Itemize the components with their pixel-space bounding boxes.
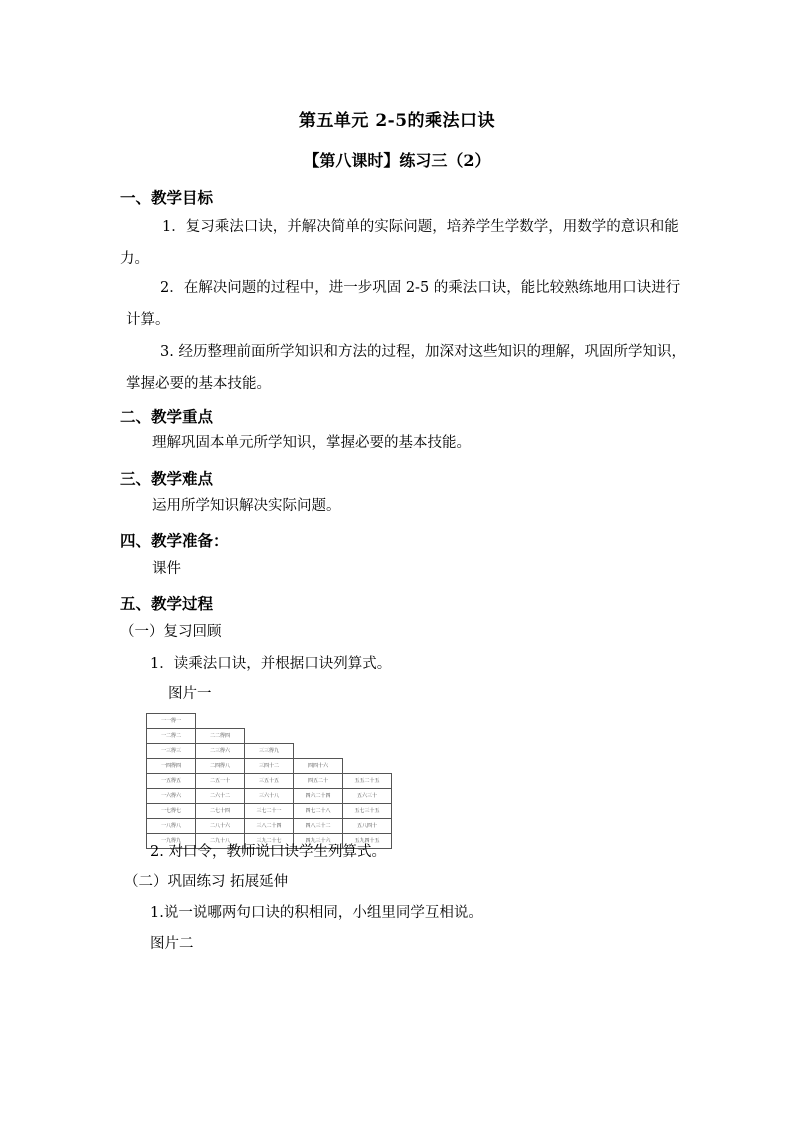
goal-3: 3. 经历整理前面所学知识和方法的过程，加深对这些知识的理解，巩固所学知识，掌握必要的基本技能。 <box>126 344 686 392</box>
table-cell: 一五得五 <box>147 774 196 789</box>
key-text: 理解巩固本单元所学知识，掌握必要的基本技能。 <box>152 435 471 451</box>
table-cell: 三五十五 <box>245 774 294 789</box>
empty-cell <box>245 714 294 729</box>
lesson-subtitle: 【第八课时】练习三（2） <box>303 151 491 170</box>
document-title: 第五单元 2-5的乘法口诀 <box>298 111 496 131</box>
multiplication-table-image <box>146 713 392 849</box>
difficulty-heading: 三、教学难点 <box>120 469 214 488</box>
table-cell: 四五二十 <box>294 774 343 789</box>
table-cell: 三六十八 <box>245 789 294 804</box>
table-cell: 一六得六 <box>147 789 196 804</box>
table-cell: 二六十二 <box>196 789 245 804</box>
table-cell: 三九二十七 <box>245 834 294 849</box>
table-cell: 四九三十六 <box>294 834 343 849</box>
multiplication-table <box>146 713 392 849</box>
key-heading: 二、教学重点 <box>120 407 214 426</box>
prep-text: 课件 <box>152 561 181 577</box>
table-cell: 一一得一 <box>147 714 196 729</box>
figure-1-label: 图片一 <box>168 686 212 702</box>
table-cell: 一四得四 <box>147 759 196 774</box>
table-cell: 一二得二 <box>147 729 196 744</box>
table-row <box>147 729 392 744</box>
table-cell: 三七二十一 <box>245 804 294 819</box>
table-cell: 四七二十八 <box>294 804 343 819</box>
table-cell: 二四得八 <box>196 759 245 774</box>
table-row <box>147 714 392 729</box>
table-cell: 四八三十二 <box>294 819 343 834</box>
goals-heading: 一、教学目标 <box>120 188 214 207</box>
review-item-2: 2. 对口令，教师说口诀学生列算式。 <box>150 844 386 860</box>
empty-cell <box>294 714 343 729</box>
figure-2-label: 图片二 <box>150 936 194 952</box>
table-row <box>147 759 392 774</box>
table-cell: 五八四十 <box>343 819 392 834</box>
table-cell: 一八得八 <box>147 819 196 834</box>
table-cell: 二三得六 <box>196 744 245 759</box>
table-cell: 二二得四 <box>196 729 245 744</box>
table-cell: 五七三十五 <box>343 804 392 819</box>
table-row <box>147 774 392 789</box>
table-cell: 三四十二 <box>245 759 294 774</box>
empty-cell <box>343 714 392 729</box>
table-cell: 一七得七 <box>147 804 196 819</box>
table-cell: 三三得九 <box>245 744 294 759</box>
table-cell: 二九十八 <box>196 834 245 849</box>
table-row <box>147 744 392 759</box>
empty-cell <box>294 744 343 759</box>
prep-heading: 四、教学准备： <box>120 531 229 550</box>
empty-cell <box>294 729 343 744</box>
table-cell: 一九得九 <box>147 834 196 849</box>
table-row <box>147 819 392 834</box>
table-cell: 四四十六 <box>294 759 343 774</box>
empty-cell <box>245 729 294 744</box>
table-cell: 一三得三 <box>147 744 196 759</box>
table-row <box>147 804 392 819</box>
empty-cell <box>343 759 392 774</box>
goal-2: 2．在解决问题的过程中，进一步巩固 2-5 的乘法口诀，能比较熟练地用口诀进行计算。 <box>126 280 681 328</box>
table-cell: 二五一十 <box>196 774 245 789</box>
table-cell: 五六三十 <box>343 789 392 804</box>
table-cell: 二八十六 <box>196 819 245 834</box>
empty-cell <box>196 714 245 729</box>
review-item-1: 1．读乘法口诀，并根据口诀列算式。 <box>150 656 392 672</box>
empty-cell <box>343 744 392 759</box>
table-cell: 五九四十五 <box>343 834 392 849</box>
goal-1: 1．复习乘法口诀，并解决简单的实际问题，培养学生学数学，用数学的意识和能力。 <box>120 219 679 267</box>
empty-cell <box>343 729 392 744</box>
review-heading: （一）复习回顾 <box>120 624 222 640</box>
table-cell: 四六二十四 <box>294 789 343 804</box>
practice-item-1: 1.说一说哪两句口诀的积相同，小组里同学互相说。 <box>150 905 483 921</box>
practice-heading: （二）巩固练习 拓展延伸 <box>124 874 289 890</box>
table-cell: 五五二十五 <box>343 774 392 789</box>
table-cell: 二七十四 <box>196 804 245 819</box>
table-row <box>147 789 392 804</box>
difficulty-text: 运用所学知识解决实际问题。 <box>152 498 341 514</box>
table-cell: 三八二十四 <box>245 819 294 834</box>
process-heading: 五、教学过程 <box>120 594 214 613</box>
